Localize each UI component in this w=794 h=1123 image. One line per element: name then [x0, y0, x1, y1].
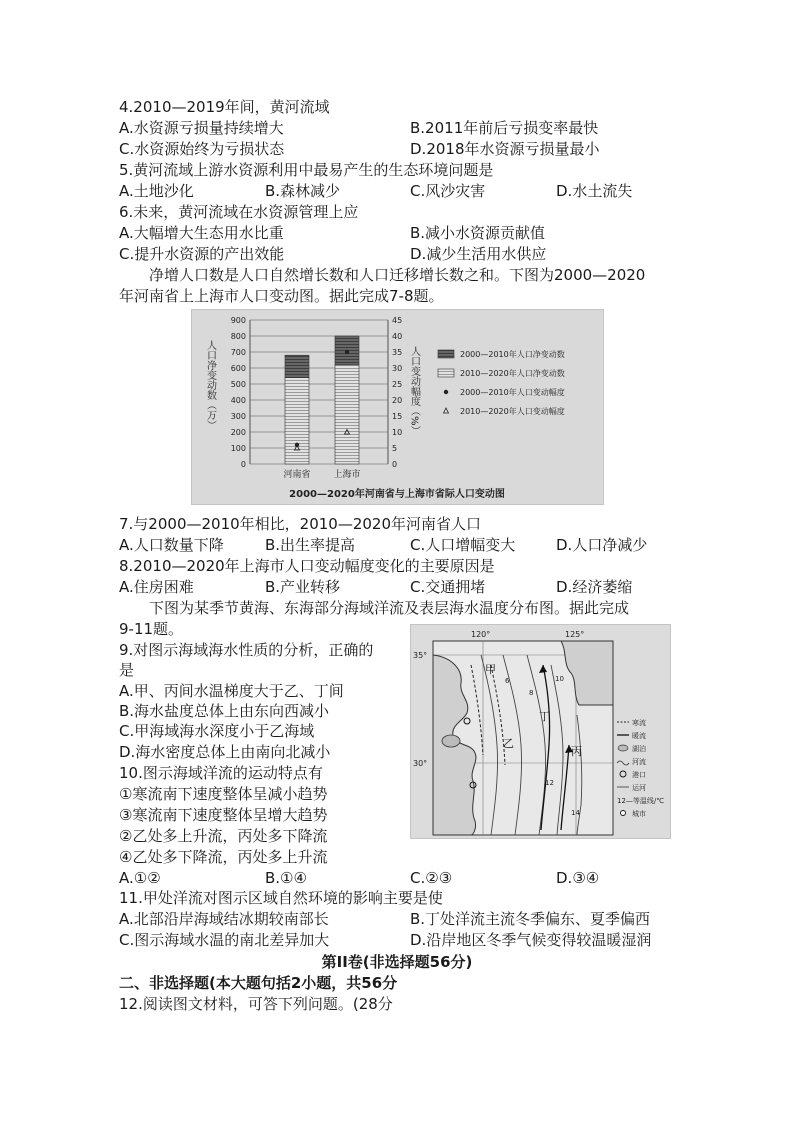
y-tick-left: 500 [230, 380, 246, 389]
ocean-current-map [411, 625, 670, 838]
legend-label: 2010—2020年人口变动幅度 [460, 407, 565, 416]
intro-9-11-line2: 9-11题。 [119, 620, 184, 638]
intro-7-8-line2: 年河南省上上海市人口变动图。据此完成7-8题。 [119, 287, 444, 305]
map-region-label: 甲 [485, 663, 496, 676]
q7-option-c: C.人口增幅变大 [410, 536, 516, 554]
map-legend-label: 运河 [632, 784, 646, 792]
bar-2010-2020-1 [335, 365, 359, 464]
q7-stem: 7.与2000—2010年相比，2010—2020年河南省人口 [119, 515, 482, 533]
q5-stem: 5.黄河流域上游水资源利用中最易产生的生态环境问题是 [119, 161, 494, 179]
q8-option-b: B.产业转移 [265, 578, 341, 596]
y-tick-left: 300 [230, 412, 246, 421]
y-tick-right: 35 [392, 348, 403, 357]
legend-label: 2000—2010年人口变动幅度 [460, 388, 565, 397]
q10-statement-4: ④乙处多下降流，丙处多上升流 [119, 848, 328, 866]
q5-option-c: C.风沙灾害 [410, 182, 486, 200]
point-2000-2010-1 [345, 350, 349, 354]
y-tick-left: 400 [230, 396, 246, 405]
map-legend-label: 湖泊 [632, 745, 646, 753]
y-tick-right: 25 [392, 380, 403, 389]
y-tick-right: 15 [392, 412, 403, 421]
map-latitude-label: 35° [413, 651, 428, 660]
legend-symbol [617, 761, 629, 765]
x-category-label: 河南省 [283, 470, 311, 480]
intro-9-11-line1: 下图为某季节黄海、东海部分海域洋流及表层海水温度分布图。据此完成 [149, 599, 630, 617]
q12-stem: 12.阅读图文材料，可答下列问题。(28分 [119, 995, 393, 1013]
population-chart [192, 310, 603, 504]
legend-swatch [438, 369, 454, 377]
isotherm-label: 10 [555, 675, 564, 683]
y-tick-right: 0 [392, 460, 398, 469]
y-tick-right: 45 [392, 316, 403, 325]
q9-stem-cont: 是 [119, 661, 135, 679]
q5-option-b: B.森林减少 [265, 182, 341, 200]
q4-option-b: B.2011年前后亏损变率最快 [410, 119, 599, 137]
q8-option-a: A.住房困难 [119, 578, 194, 596]
chart-title: 2000—2020年河南省与上海市省际人口变动图 [289, 489, 505, 500]
population-chart-figure [191, 309, 604, 505]
q5-option-a: A.土地沙化 [119, 182, 194, 200]
q10-stem: 10.图示海域洋流的运动特点有 [119, 764, 323, 782]
legend-swatch [438, 350, 454, 358]
legend-label: 2000—2010年人口净变动数 [460, 350, 565, 359]
q10-option-c: C.②③ [410, 869, 453, 887]
map-legend-label: 寒流 [632, 719, 646, 727]
q10-statement-1: ①寒流南下速度整体呈减小趋势 [119, 785, 328, 803]
q7-option-d: D.人口净减少 [556, 536, 648, 554]
map-legend-label: 港口 [632, 771, 646, 779]
q10-statement-3: ③寒流南下速度整体呈增大趋势 [119, 806, 328, 824]
q10-statement-2: ②乙处多上升流，丙处多下降流 [119, 827, 328, 845]
q11-option-c: C.图示海域水温的南北差异加大 [119, 931, 330, 949]
legend-label: 2010—2020年人口净变动数 [460, 369, 565, 378]
q11-option-a: A.北部沿岸海域结冰期较南部长 [119, 910, 329, 928]
isotherm-label: 8 [529, 689, 534, 697]
map-legend-label: 暖流 [632, 732, 646, 740]
q9-option-d: D.海水密度总体上由南向北减小 [119, 743, 331, 761]
q8-stem: 8.2010—2020年上海市人口变动幅度变化的主要原因是 [119, 557, 495, 575]
section-2-title: 第II卷(非选择题56分) [321, 953, 473, 971]
y-tick-left: 900 [230, 316, 246, 325]
isotherm-label: 12 [545, 779, 554, 787]
y-tick-left: 100 [230, 444, 246, 453]
q11-option-d: D.沿岸地区冬季气候变得较温暖湿润 [410, 931, 652, 949]
q4-option-d: D.2018年水资源亏损量最小 [410, 140, 600, 158]
q9-option-b: B.海水盐度总体上由东向西减小 [119, 702, 330, 720]
q7-option-a: A.人口数量下降 [119, 536, 224, 554]
q7-option-b: B.出生率提高 [265, 536, 356, 554]
y-axis-left-label: 人口净变动数（万） [204, 340, 216, 430]
q9-option-c: C.甲海域海水深度小于乙海域 [119, 722, 315, 740]
map-region-label: 丁 [539, 710, 550, 723]
y-tick-left: 200 [230, 428, 246, 437]
map-legend-label: 城市 [632, 810, 646, 818]
q4-stem: 4.2010—2019年间，黄河流域 [119, 98, 330, 116]
isotherm-label: 6 [505, 677, 510, 685]
x-category-label: 上海市 [333, 470, 361, 480]
map-longitude-label: 125° [565, 630, 585, 639]
y-axis-right-label: 人口变动幅度（%） [408, 346, 420, 436]
q6-option-a: A.大幅增大生态用水比重 [119, 224, 284, 242]
map-region-label: 丙 [571, 745, 582, 758]
q10-option-a: A.①② [119, 869, 161, 887]
y-tick-right: 40 [392, 332, 403, 341]
q10-option-b: B.①④ [265, 869, 307, 887]
map-legend-label: 12—等温线/℃ [617, 797, 665, 805]
y-tick-right: 20 [392, 396, 403, 405]
q11-option-b: B.丁处洋流主流冬季偏东、夏季偏西 [410, 910, 651, 928]
y-tick-left: 800 [230, 332, 246, 341]
q9-option-a: A.甲、丙间水温梯度大于乙、丁间 [119, 682, 344, 700]
q10-option-d: D.③④ [556, 869, 600, 887]
section-2-heading: 二、非选择题(本大题句括2小题，共56分 [119, 974, 398, 992]
y-tick-right: 30 [392, 364, 403, 373]
legend-symbol [620, 771, 626, 777]
q4-option-a: A.水资源亏损量持续增大 [119, 119, 284, 137]
lake-icon [442, 735, 460, 747]
q4-option-c: C.水资源始终为亏损状态 [119, 140, 285, 158]
y-tick-left: 700 [230, 348, 246, 357]
q5-option-d: D.水土流失 [556, 182, 633, 200]
y-tick-right: 10 [392, 428, 403, 437]
q8-option-c: C.交通拥堵 [410, 578, 486, 596]
map-longitude-label: 120° [471, 630, 491, 639]
q8-option-d: D.经济萎缩 [556, 578, 633, 596]
ocean-current-map-figure [410, 624, 671, 839]
q11-stem: 11.甲处洋流对图示区域自然环境的影响主要是使 [119, 889, 443, 907]
map-region-label: 乙 [503, 737, 514, 750]
q6-option-c: C.提升水资源的产出效能 [119, 245, 285, 263]
map-legend-label: 河流 [632, 758, 646, 766]
legend-symbol [618, 745, 628, 751]
bar-2000-2010-0 [285, 355, 309, 377]
intro-7-8-line1: 净增人口数是人口自然增长数和人口迁移增长数之和。下图为2000—2020 [149, 266, 646, 284]
q6-option-b: B.减小水资源贡献值 [410, 224, 546, 242]
y-tick-right: 5 [392, 444, 398, 453]
q9-stem: 9.对图示海域海水性质的分析，正确的 [119, 641, 374, 659]
legend-swatch [444, 408, 449, 413]
y-tick-left: 600 [230, 364, 246, 373]
map-latitude-label: 30° [413, 759, 428, 768]
y-tick-left: 0 [240, 460, 246, 469]
isotherm-label: 14 [571, 809, 580, 817]
legend-symbol [621, 811, 626, 816]
q6-option-d: D.减少生活用水供应 [410, 245, 547, 263]
map-legend [617, 718, 664, 818]
legend-swatch [444, 390, 448, 394]
q6-stem: 6.未来，黄河流域在水资源管理上应 [119, 203, 359, 221]
bar-2010-2020-0 [285, 378, 309, 464]
